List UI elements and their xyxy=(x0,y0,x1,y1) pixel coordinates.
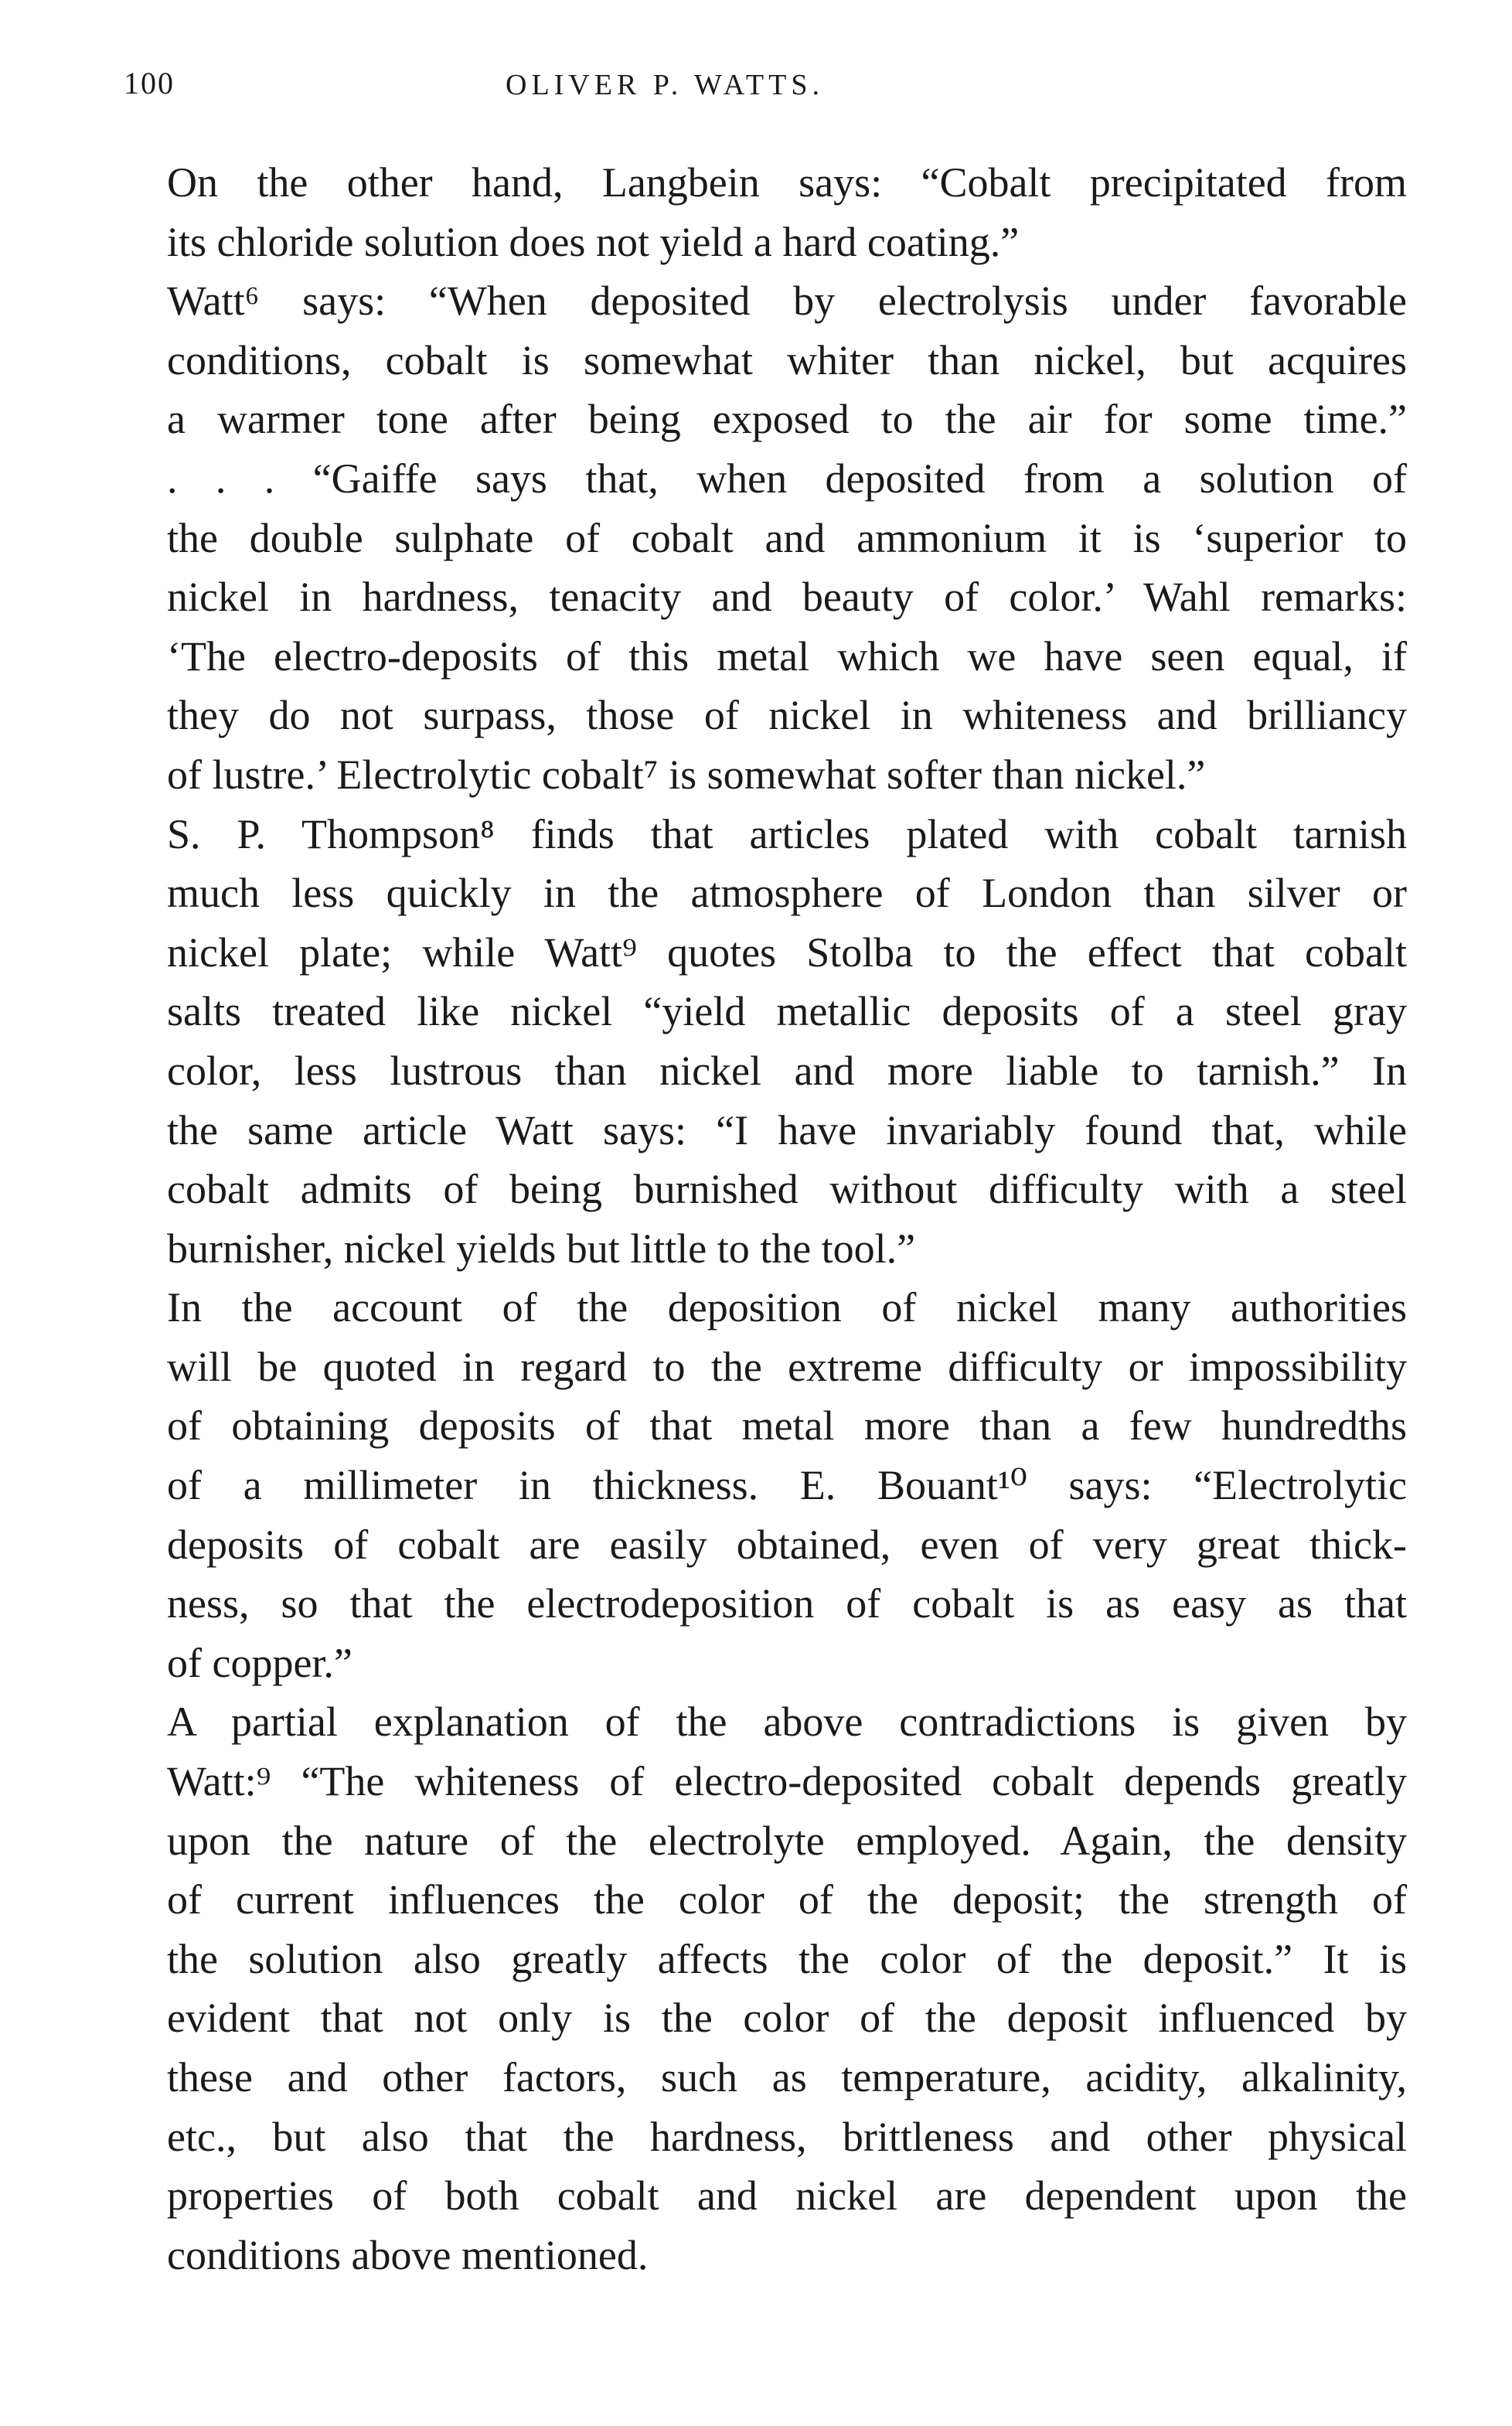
paragraph-4 xyxy=(122,1278,1407,1692)
text-line: nickel in hardness, tenacity and beauty of color.’ Wahl remarks: xyxy=(167,574,1407,621)
text-line: etc., but also that the hardness, brittleness and other physical xyxy=(167,2113,1407,2160)
text-line: these and other factors, such as temperature, acidity, alkalinity, xyxy=(167,2054,1407,2101)
text-line: of a millimeter in thickness. E. Bouant¹⁰ says: “Electrolytic xyxy=(167,1462,1407,1509)
text-line: conditions, cobalt is somewhat whiter than nickel, but acquires xyxy=(167,336,1407,383)
text-line: of obtaining deposits of that metal more than a few hundredths xyxy=(167,1402,1407,1450)
text-line: color, less lustrous than nickel and more liable to tarnish.” In xyxy=(167,1047,1407,1094)
text-line: much less quickly in the atmosphere of London than silver or xyxy=(167,870,1407,917)
text-line: . . . “Gaiffe says that, when deposited from a solution of xyxy=(167,455,1407,502)
text-line: properties of both cobalt and nickel are dependent upon the xyxy=(167,2172,1407,2220)
paragraph-3 xyxy=(122,805,1407,1279)
body-text xyxy=(122,153,1407,2285)
text-line: ‘The electro-deposits of this metal which we have seen equal, if xyxy=(167,632,1407,680)
text-line: of copper.” xyxy=(167,1639,352,1686)
text-line: burnisher, nickel yields but little to the tool.” xyxy=(167,1225,916,1272)
text-line: In the account of the deposition of nickel many authorities xyxy=(167,1284,1407,1331)
page-header xyxy=(124,65,1407,111)
text-line: A partial explanation of the above contradictions is given by xyxy=(167,1699,1407,1746)
text-line: will be quoted in regard to the extreme difficulty or impossibility xyxy=(167,1343,1407,1390)
text-line: conditions above mentioned. xyxy=(167,2231,649,2278)
text-line: Watt⁶ says: “When deposited by electrolysis under favorable xyxy=(167,278,1407,325)
text-line: salts treated like nickel “yield metallic deposits of a steel gray xyxy=(167,988,1407,1035)
text-line: deposits of cobalt are easily obtained, even of very great thick- xyxy=(167,1521,1407,1568)
text-line: its chloride solution does not yield a hard coating.” xyxy=(167,218,1020,265)
text-line: the same article Watt says: “I have invariably found that, while xyxy=(167,1106,1407,1153)
text-line: S. P. Thompson⁸ finds that articles plated with cobalt tarnish xyxy=(167,810,1407,857)
text-line: evident that not only is the color of the deposit influenced by xyxy=(167,1995,1407,2042)
text-line: On the other hand, Langbein says: “Cobalt precipitated from xyxy=(167,159,1407,206)
text-line: nickel plate; while Watt⁹ quotes Stolba to the effect that cobalt xyxy=(167,928,1407,976)
paragraph-2 xyxy=(122,271,1407,804)
text-line: they do not surpass, those of nickel in whiteness and brilliancy xyxy=(167,692,1407,739)
text-line: ness, so that the electrodeposition of cobalt is as easy as that xyxy=(167,1580,1407,1627)
text-line: of lustre.’ Electrolytic cobalt⁷ is somewhat softer than nickel.” xyxy=(167,751,1206,798)
text-line: Watt:⁹ “The whiteness of electro-deposited cobalt depends greatly xyxy=(167,1758,1407,1805)
text-line: the solution also greatly affects the color of the deposit.” It is xyxy=(167,1935,1407,1982)
page-number: 100 xyxy=(124,66,175,101)
text-line: the double sulphate of cobalt and ammonium it is ‘superior to xyxy=(167,514,1407,561)
text-line: cobalt admits of being burnished without difficulty with a steel xyxy=(167,1166,1407,1213)
text-line: a warmer tone after being exposed to the air for some time.” xyxy=(167,396,1407,443)
paragraph-1 xyxy=(122,153,1407,271)
text-line: upon the nature of the electrolyte employed. Again, the density xyxy=(167,1817,1407,1864)
running-head: OLIVER P. WATTS. xyxy=(506,69,824,101)
paragraph-5 xyxy=(122,1692,1407,2285)
text-line: of current influences the color of the deposit; the strength of xyxy=(167,1876,1407,1923)
